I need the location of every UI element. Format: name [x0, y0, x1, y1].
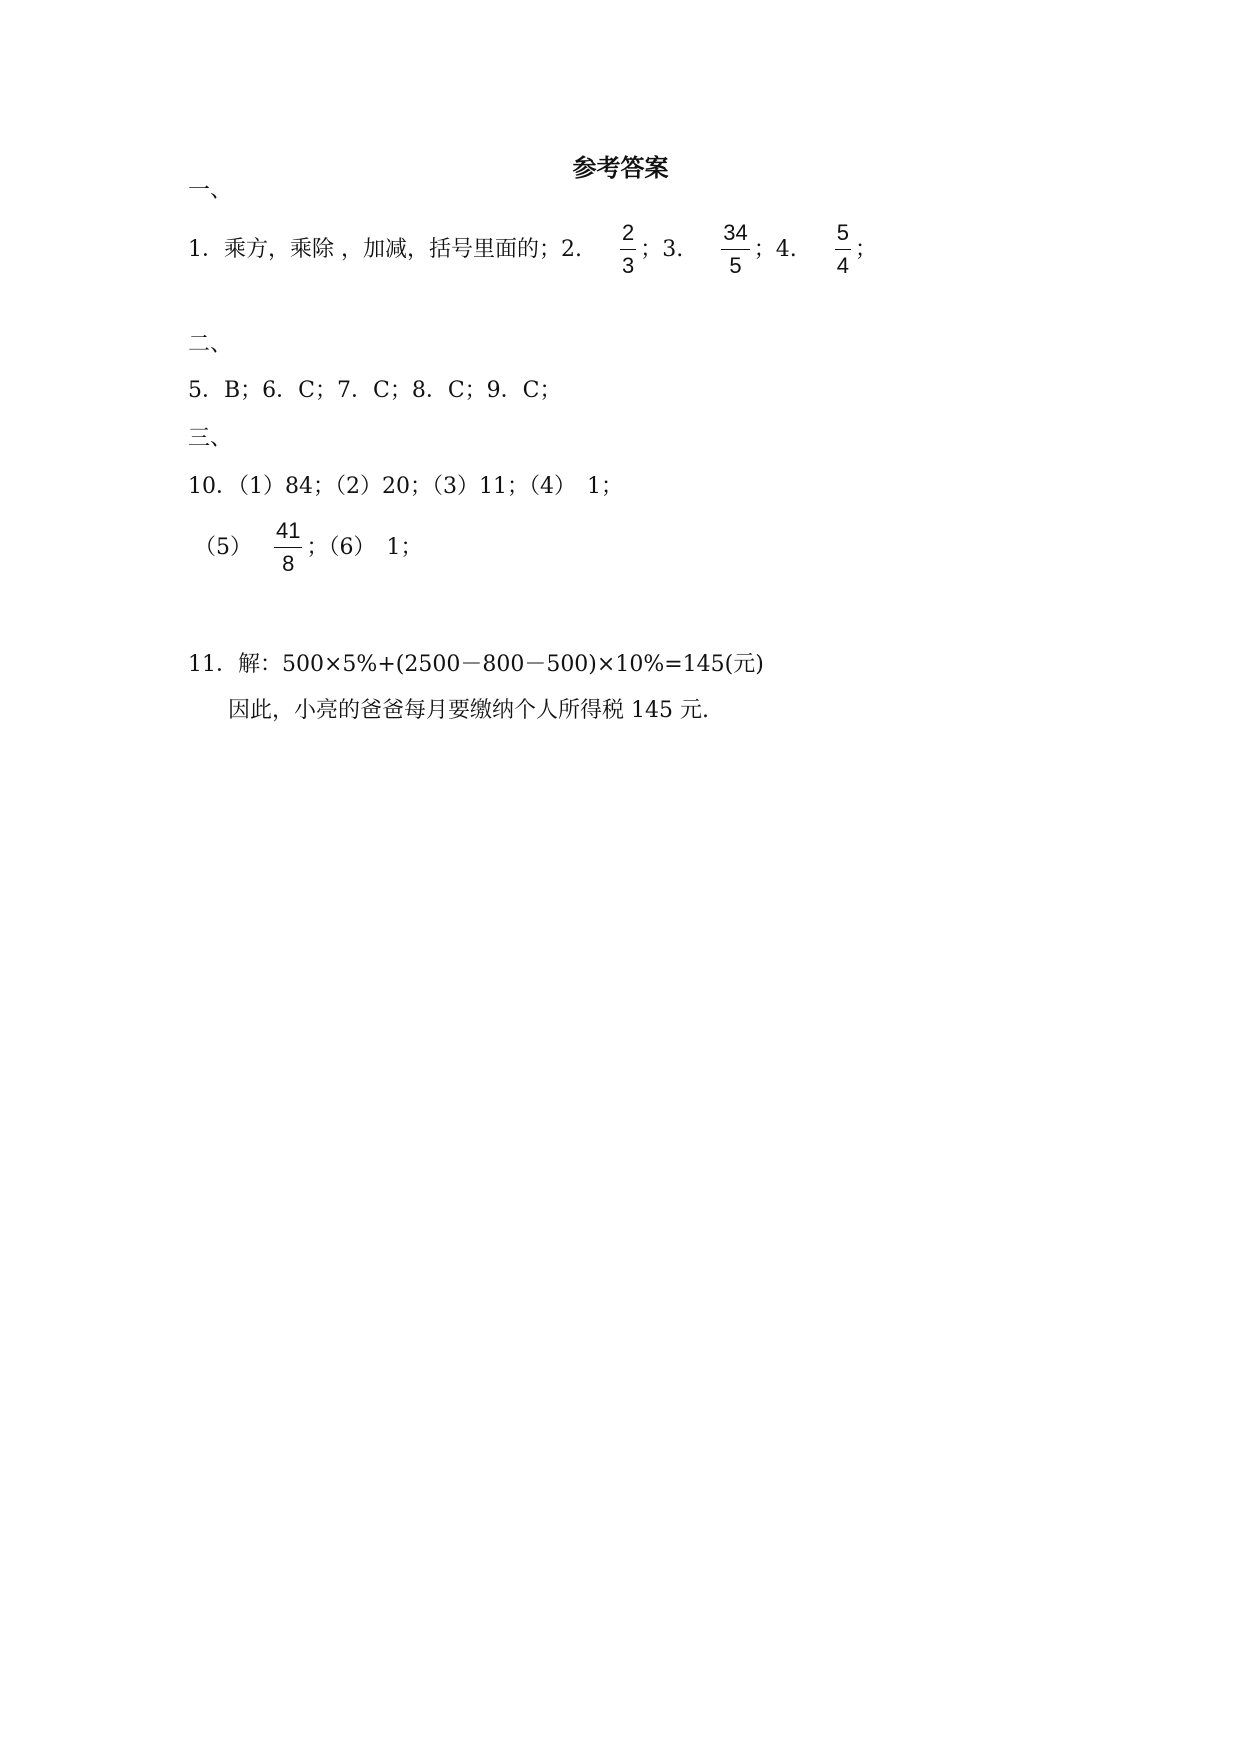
q4-numerator: 5	[836, 220, 849, 245]
q11-line-1: 11．解：500×5%+(2500－800－500)×10%=145(元)	[188, 652, 764, 677]
q10-part6-text: ；（6） 1；	[306, 534, 423, 560]
q2-numerator: 2	[621, 220, 635, 245]
page-title: 参考答案	[572, 154, 669, 182]
q1-answer-text: 1．乘方，乘除 ，加减，括号里面的；2.	[188, 236, 582, 262]
answer-line-2: 5．B；6．C；7．C；8．C；9．C；	[188, 378, 562, 403]
q11-line-2: 因此，小亮的爸爸每月要缴纳个人所得税 145 元.	[228, 698, 709, 723]
section-1-heading: 一、	[188, 178, 233, 203]
q2-denominator: 3	[621, 253, 635, 278]
q3-denominator: 5	[729, 253, 742, 278]
q10-part5-label: （5）	[194, 534, 252, 560]
q10-line-1: 10．（1）84；（2）20；（3）11；（4） 1；	[188, 474, 623, 499]
q2-fraction	[620, 222, 636, 277]
section-3-heading: 三、	[188, 426, 233, 451]
q3-separator: ；4.	[753, 236, 797, 262]
answer-line-1	[188, 222, 877, 277]
q3-numerator: 34	[723, 220, 748, 245]
q10-line-2	[194, 520, 422, 575]
q2-separator: ；3.	[640, 236, 684, 262]
q10-numerator: 41	[276, 518, 301, 543]
q4-separator: ；	[854, 236, 877, 262]
q10-fraction	[274, 520, 302, 575]
q10-denominator: 8	[282, 551, 295, 576]
q3-fraction	[721, 222, 749, 277]
q4-denominator: 4	[836, 253, 849, 278]
q4-fraction	[835, 222, 851, 277]
section-2-heading: 二、	[188, 332, 233, 357]
